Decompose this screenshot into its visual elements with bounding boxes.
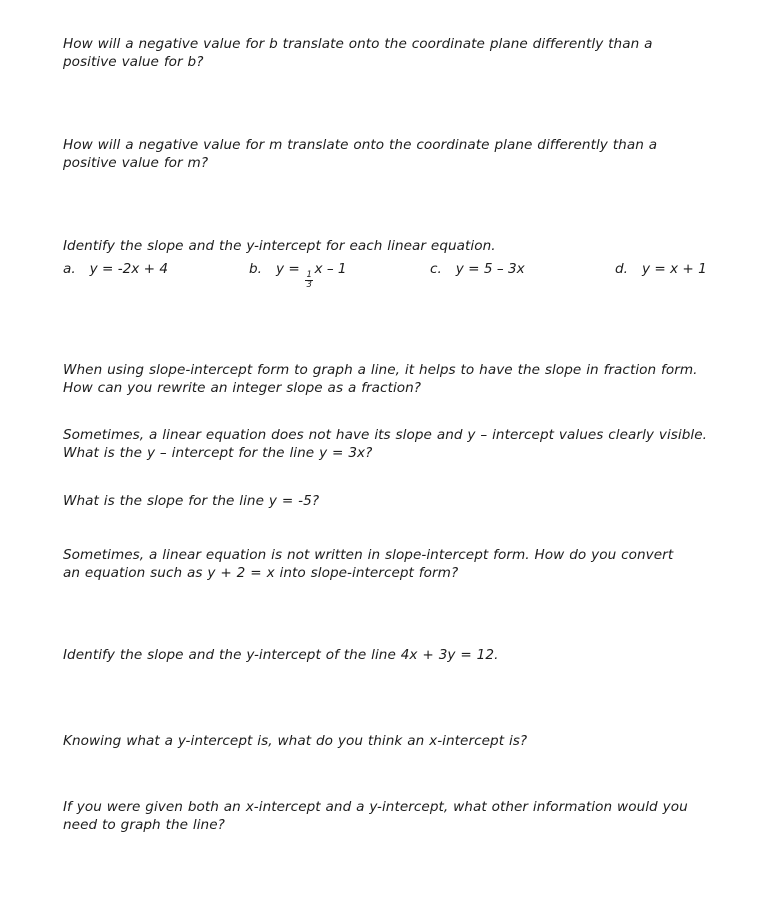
question-text-line: need to graph the line? bbox=[63, 816, 225, 833]
question-text-line: If you were given both an x-intercept and a y-intercept, what other information would you bbox=[63, 799, 688, 815]
equation-c-label: c. bbox=[430, 261, 442, 277]
question-text-line: positive value for b? bbox=[63, 53, 204, 70]
question-text-line: Identify the slope and the y-intercept for each linear equation. bbox=[63, 238, 496, 254]
question-convert-form bbox=[63, 547, 728, 582]
equation-d bbox=[615, 259, 707, 279]
fraction-numerator: 1 bbox=[306, 269, 312, 280]
equation-list bbox=[0, 259, 768, 291]
question-text-line: Sometimes, a linear equation does not have its slope and y – intercept values clearly visible. bbox=[63, 427, 708, 443]
equation-c bbox=[430, 259, 525, 279]
question-text-line: positive value for m? bbox=[63, 154, 209, 171]
fraction-one-third bbox=[305, 271, 313, 291]
equation-b-label: b. bbox=[249, 261, 262, 277]
equation-d-text: y = x + 1 bbox=[641, 261, 707, 277]
question-identify-slope-intercept bbox=[63, 238, 728, 256]
question-slope-y-neg5 bbox=[63, 493, 728, 511]
question-identify-4x-3y-12 bbox=[63, 647, 728, 665]
question-text-line: What is the slope for the line y = -5? bbox=[63, 493, 320, 509]
question-text-line: What is the y – intercept for the line y = 3x? bbox=[63, 444, 373, 461]
fraction-denominator: 3 bbox=[306, 280, 312, 291]
question-negative-m bbox=[63, 137, 728, 172]
question-text-line: Sometimes, a linear equation is not written in slope-intercept form. How do you convert bbox=[63, 547, 674, 563]
question-text-line: How can you rewrite an integer slope as a fraction? bbox=[63, 379, 422, 396]
question-negative-b bbox=[63, 36, 728, 71]
question-text-line: Knowing what a y-intercept is, what do you think an x-intercept is? bbox=[63, 733, 528, 749]
question-text-line: When using slope-intercept form to graph a line, it helps to have the slope in fraction form. bbox=[63, 362, 698, 378]
question-text-line: How will a negative value for b translate onto the coordinate plane differently than a bbox=[63, 36, 653, 52]
equation-a-label: a. bbox=[63, 261, 76, 277]
equation-b-pre: y = bbox=[275, 261, 305, 277]
equation-a bbox=[63, 259, 168, 279]
question-both-intercepts bbox=[63, 799, 728, 834]
question-text-line: an equation such as y + 2 = x into slope-intercept form? bbox=[63, 564, 459, 581]
equation-d-label: d. bbox=[615, 261, 628, 277]
question-y-intercept-3x bbox=[63, 427, 728, 462]
question-text-line: How will a negative value for m translate onto the coordinate plane differently than a bbox=[63, 137, 658, 153]
question-integer-slope-fraction bbox=[63, 362, 728, 397]
question-x-intercept-definition bbox=[63, 733, 728, 751]
equation-b-post: x – 1 bbox=[314, 261, 347, 277]
equation-b bbox=[249, 259, 347, 290]
equation-a-text: y = -2x + 4 bbox=[89, 261, 169, 277]
equation-c-text: y = 5 – 3x bbox=[455, 261, 525, 277]
question-text-line: Identify the slope and the y-intercept of the line 4x + 3y = 12. bbox=[63, 647, 499, 663]
